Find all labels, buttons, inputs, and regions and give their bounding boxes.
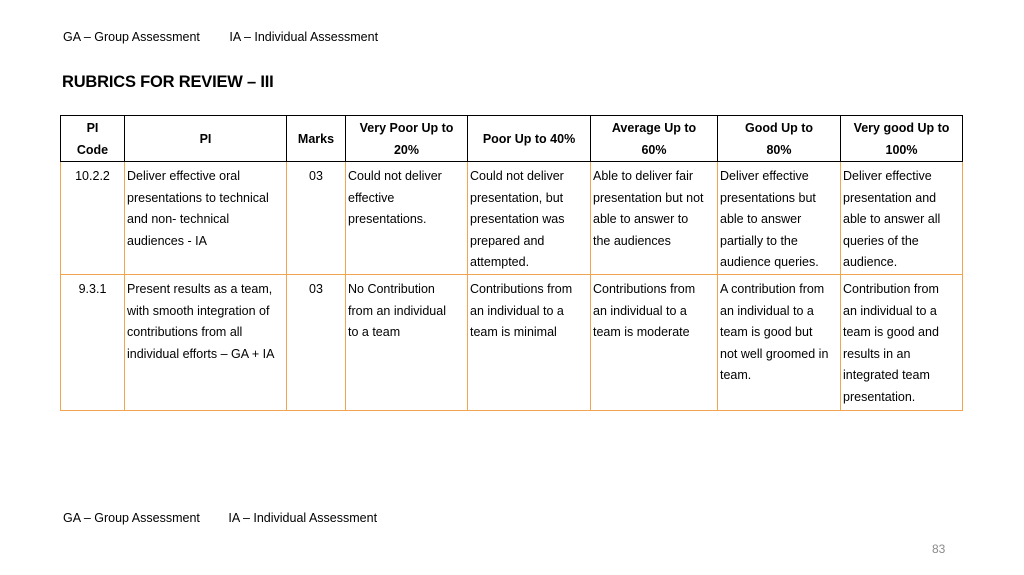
header-pi-code bbox=[61, 116, 125, 162]
cell-code: 9.3.1 bbox=[61, 275, 125, 411]
cell-line: No Contribution bbox=[348, 282, 435, 296]
cell-line: integrated team bbox=[843, 368, 930, 382]
legend-bottom bbox=[63, 511, 377, 525]
legend-top bbox=[63, 30, 378, 44]
cell-line: Contributions from bbox=[593, 282, 696, 296]
header-very-poor bbox=[346, 116, 468, 162]
cell-line: attempted. bbox=[470, 255, 530, 269]
cell-pi bbox=[125, 275, 287, 411]
cell-pi bbox=[125, 162, 287, 275]
cell-line: Able to deliver fair bbox=[593, 169, 694, 183]
cell-poor bbox=[468, 162, 591, 275]
cell-marks: 03 bbox=[287, 275, 346, 411]
cell-very-good bbox=[841, 162, 963, 275]
header-line: PI bbox=[199, 131, 212, 146]
header-very-good bbox=[841, 116, 963, 162]
header-row bbox=[61, 116, 963, 162]
cell-line: able to answer bbox=[720, 212, 802, 226]
table-row bbox=[61, 162, 963, 275]
header-average bbox=[591, 116, 718, 162]
cell-line: team is good and bbox=[843, 325, 939, 339]
header-pi bbox=[125, 116, 287, 162]
cell-line: audiences - IA bbox=[127, 233, 207, 248]
cell-line: Could not deliver bbox=[470, 169, 564, 183]
cell-good bbox=[718, 275, 841, 411]
cell-poor bbox=[468, 275, 591, 411]
cell-line: presentation was bbox=[470, 212, 565, 226]
cell-line: an individual to a bbox=[720, 303, 814, 318]
cell-line: contributions from all bbox=[127, 325, 243, 339]
cell-line: presentation, but bbox=[470, 190, 564, 205]
cell-line: with smooth integration of bbox=[127, 303, 270, 318]
cell-line: and non- technical bbox=[127, 212, 230, 226]
cell-line: audience queries. bbox=[720, 255, 819, 269]
header-line: Good Up to bbox=[744, 121, 814, 135]
cell-line: Deliver effective bbox=[843, 169, 932, 183]
legend-ga: GA – Group Assessment bbox=[63, 30, 200, 44]
legend-ga: GA – Group Assessment bbox=[63, 511, 200, 525]
header-line: Marks bbox=[297, 131, 335, 146]
cell-line: queries of the bbox=[843, 233, 919, 248]
cell-code: 10.2.2 bbox=[61, 162, 125, 275]
header-line: 20% bbox=[393, 142, 420, 157]
cell-line: from an individual bbox=[348, 303, 446, 318]
header-line: Very Poor Up to bbox=[359, 121, 454, 135]
cell-line: effective bbox=[348, 190, 395, 205]
cell-line: audience. bbox=[843, 255, 898, 269]
header-good bbox=[718, 116, 841, 162]
legend-ia: IA – Individual Assessment bbox=[228, 511, 378, 525]
cell-line: presentation. bbox=[843, 389, 916, 404]
header-marks bbox=[287, 116, 346, 162]
cell-very-poor bbox=[346, 162, 468, 275]
cell-line: team. bbox=[720, 368, 752, 382]
cell-good bbox=[718, 162, 841, 275]
cell-line: presentation and bbox=[843, 190, 937, 205]
cell-line: the audiences bbox=[593, 233, 671, 248]
cell-line: Deliver effective oral bbox=[127, 169, 241, 183]
cell-line: team is moderate bbox=[593, 325, 690, 339]
cell-average bbox=[591, 275, 718, 411]
cell-line: individual efforts – GA + IA bbox=[127, 346, 275, 361]
cell-very-good bbox=[841, 275, 963, 411]
page-title: RUBRICS FOR REVIEW – III bbox=[62, 73, 274, 91]
legend-ia: IA – Individual Assessment bbox=[229, 30, 379, 44]
header-line: 80% bbox=[766, 142, 792, 157]
table-body bbox=[61, 162, 963, 411]
cell-line: presentation but not bbox=[593, 190, 704, 205]
cell-marks: 03 bbox=[287, 162, 346, 275]
header-poor bbox=[468, 116, 591, 162]
header-line: Code bbox=[76, 142, 109, 157]
cell-line: Contributions from bbox=[470, 282, 573, 296]
page-number: 83 bbox=[932, 542, 946, 556]
cell-average bbox=[591, 162, 718, 275]
cell-line: not well groomed in bbox=[720, 346, 829, 361]
cell-line: able to answer all bbox=[843, 212, 941, 226]
cell-very-poor bbox=[346, 275, 468, 411]
header-line: Average Up to bbox=[611, 121, 697, 135]
cell-line: able to answer to bbox=[593, 212, 689, 226]
header-line: PI bbox=[86, 121, 99, 135]
cell-line: Could not deliver bbox=[348, 169, 442, 183]
header-line: Very good Up to bbox=[853, 121, 950, 135]
rubrics-table bbox=[60, 115, 963, 411]
cell-line: an individual to a bbox=[593, 303, 687, 318]
cell-line: A contribution from bbox=[720, 282, 825, 296]
header-line: Poor Up to 40% bbox=[482, 131, 576, 146]
cell-line: an individual to a bbox=[470, 303, 564, 318]
cell-line: Present results as a team, bbox=[127, 282, 273, 296]
table-row bbox=[61, 275, 963, 411]
cell-line: partially to the bbox=[720, 233, 798, 248]
cell-line: presentations to technical bbox=[127, 190, 269, 205]
cell-line: results in an bbox=[843, 346, 911, 361]
cell-line: presentations but bbox=[720, 190, 816, 205]
cell-line: Contribution from bbox=[843, 282, 939, 296]
cell-line: Deliver effective bbox=[720, 169, 809, 183]
cell-line: team is good but bbox=[720, 325, 813, 339]
header-line: 100% bbox=[885, 142, 918, 157]
cell-line: team is minimal bbox=[470, 325, 557, 339]
cell-line: prepared and bbox=[470, 233, 545, 248]
cell-line: to a team bbox=[348, 325, 401, 339]
cell-line: presentations. bbox=[348, 212, 427, 226]
header-line: 60% bbox=[641, 142, 667, 157]
cell-line: an individual to a bbox=[843, 303, 937, 318]
